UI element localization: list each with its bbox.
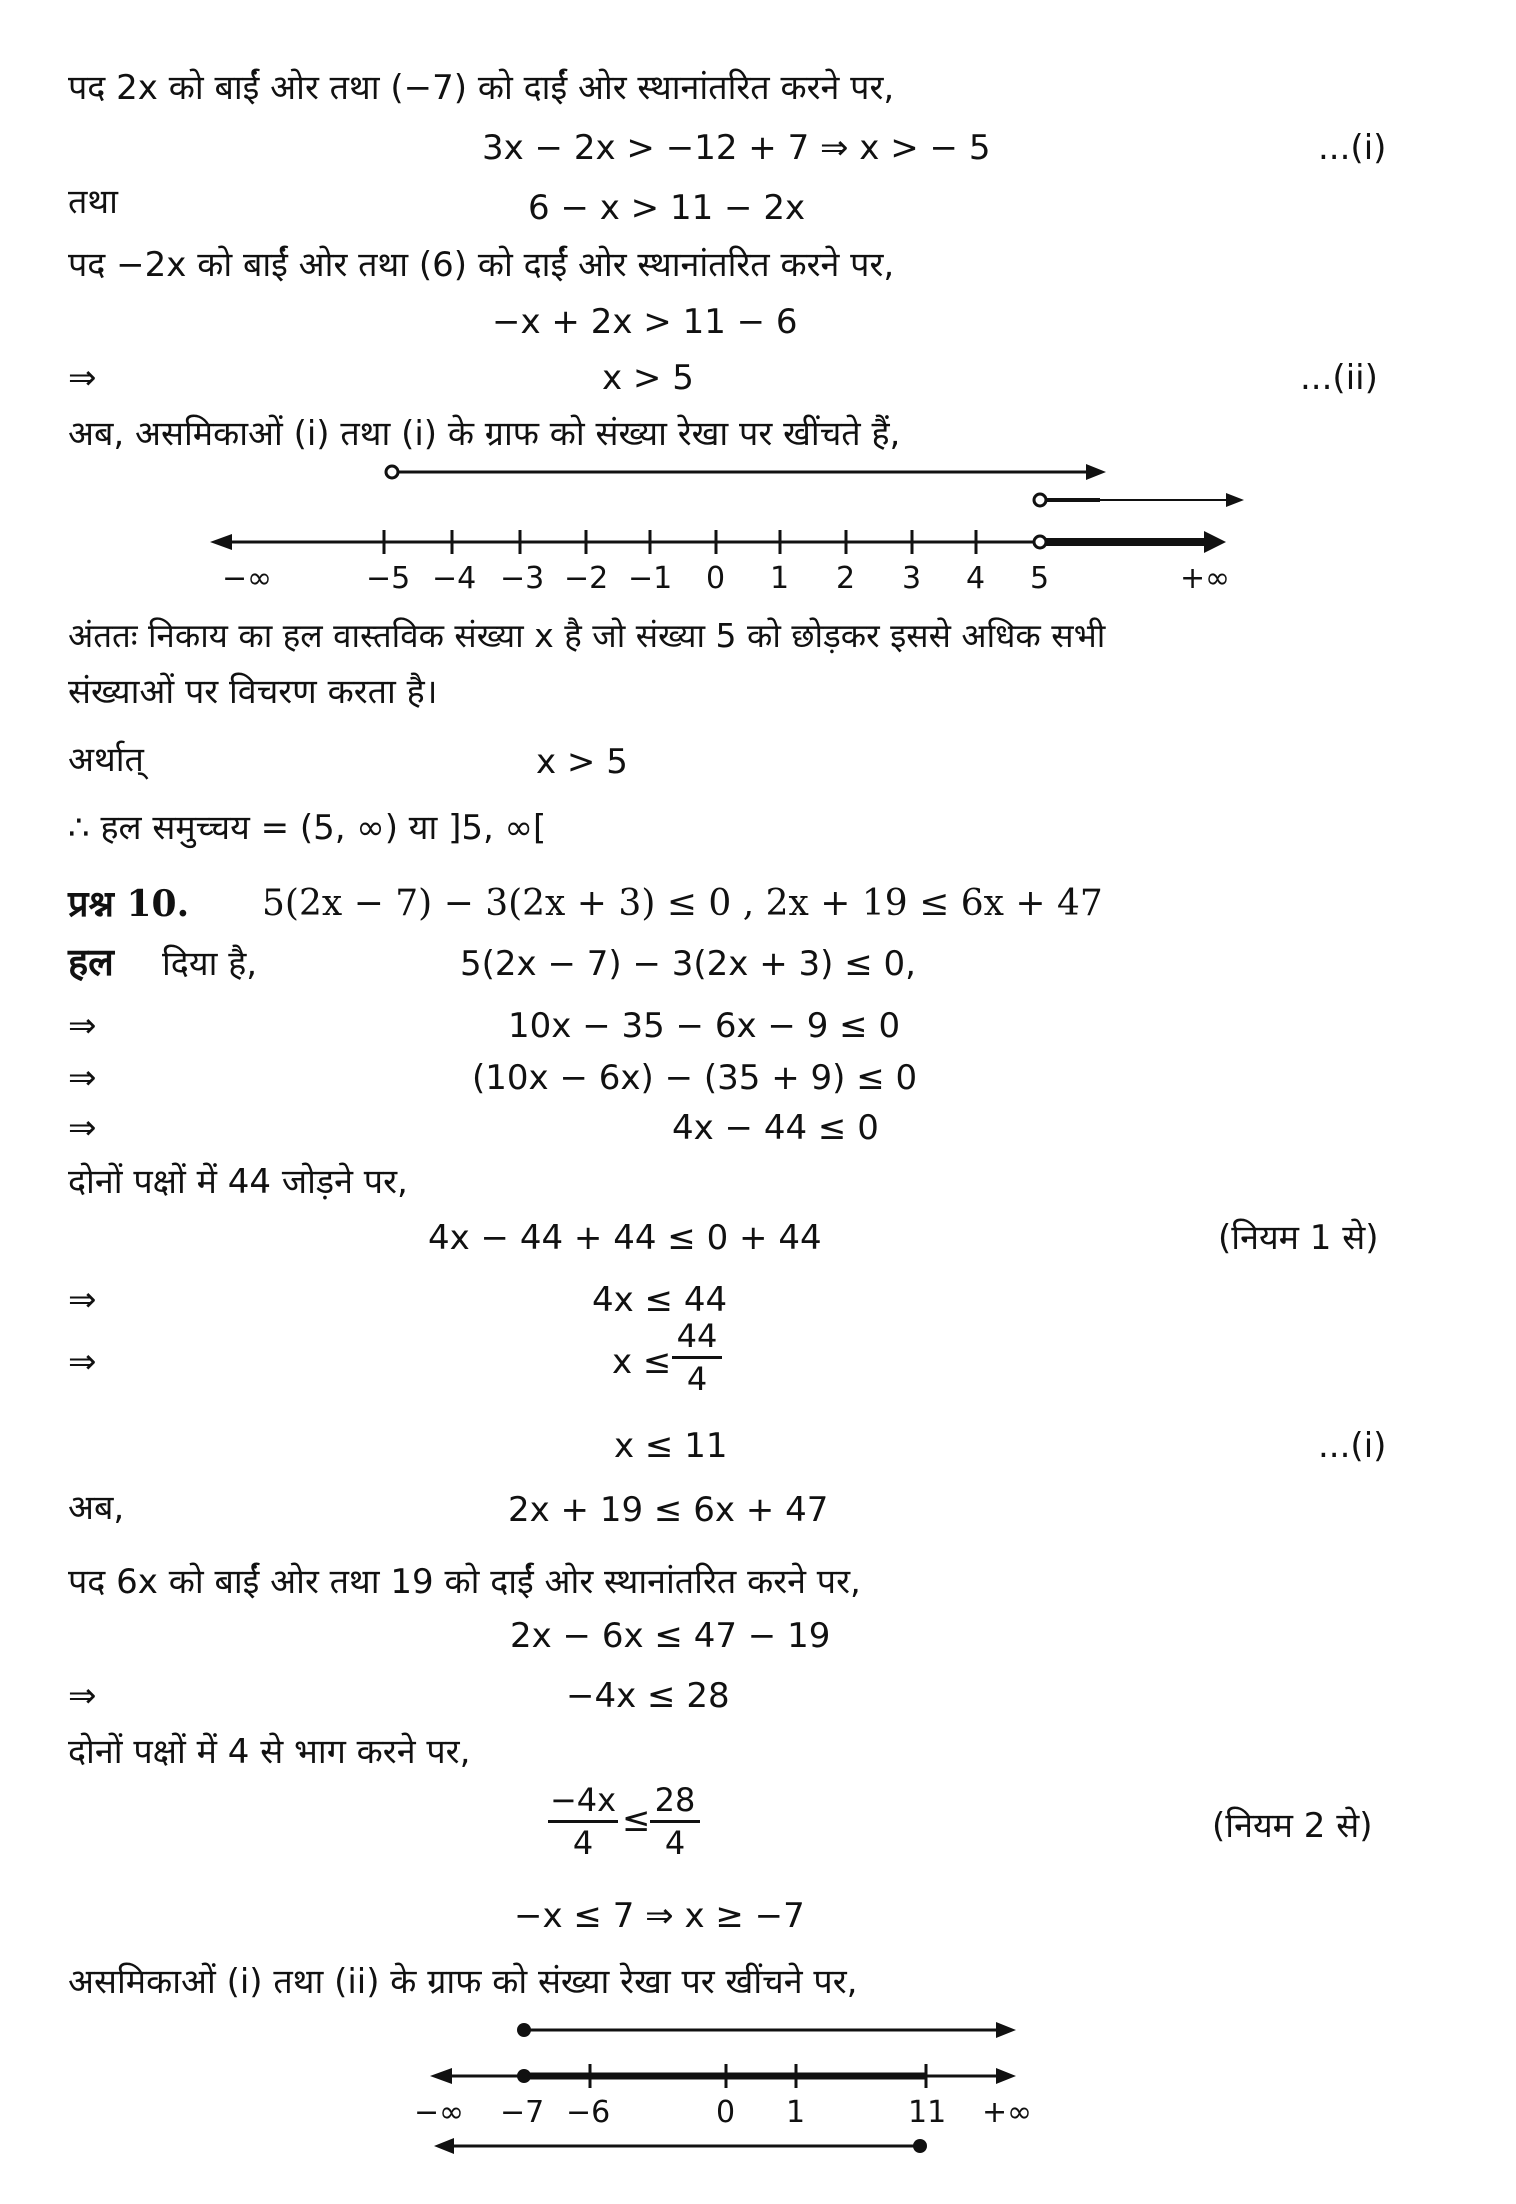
question-text: 5(2x − 7) − 3(2x + 3) ≤ 0 , 2x + 19 ≤ 6x + 47 (262, 883, 1103, 924)
text-line: संख्याओं पर विचरण करता है। (68, 672, 438, 712)
text-line: दोनों पक्षों में 44 जोड़ने पर, (68, 1162, 408, 1202)
ray-x-ge-minus7 (517, 2022, 1016, 2038)
text-line: तथा (68, 182, 118, 222)
text-line: पद 6x को बाईं ओर तथा 19 को दाईं ओर स्थानांतरित करने पर, (68, 1562, 861, 1602)
axis-1 (210, 530, 1226, 554)
implies-symbol: ⇒ (68, 1342, 97, 1382)
fraction-denominator: 4 (664, 1824, 686, 1862)
implies-symbol: ⇒ (68, 1280, 97, 1320)
fraction-bar (548, 1820, 618, 1823)
fraction-bar (672, 1356, 722, 1359)
tick-label: −1 (628, 561, 673, 596)
fraction-numerator: −4x (549, 1781, 617, 1819)
fraction-denominator: 4 (686, 1360, 708, 1398)
equation: x > 5 (602, 358, 694, 398)
tick-label: −2 (564, 561, 609, 596)
text-line: अंततः निकाय का हल वास्तविक संख्या x है जो संख्या 5 को छोड़कर इससे अधिक सभी (68, 616, 1106, 655)
equation: x > 5 (536, 742, 628, 782)
tick-label: −7 (500, 2095, 545, 2130)
equation: 10x − 35 − 6x − 9 ≤ 0 (508, 1006, 901, 1046)
tick-label: 5 (1030, 561, 1050, 596)
equation: 4x − 44 + 44 ≤ 0 + 44 (428, 1218, 822, 1258)
tick-label: −5 (366, 561, 411, 596)
equation: 6 − x > 11 − 2x (528, 188, 806, 228)
equation-ref: ...(i) (1318, 1426, 1387, 1466)
tick-label: 4 (966, 561, 986, 596)
equation: 3x − 2x > −12 + 7 ⇒ x > − 5 (482, 128, 991, 168)
text-line: अब, असमिकाओं (i) तथा (i) के ग्राफ को संख्या रेखा पर खींचते हैं, (68, 414, 901, 454)
text-line: अब, (68, 1488, 125, 1528)
equation: 5(2x − 7) − 3(2x + 3) ≤ 0, (460, 944, 916, 984)
rule-ref: (नियम 1 से) (1218, 1218, 1379, 1258)
fraction-denominator: 4 (572, 1824, 594, 1862)
equation-ref: ...(i) (1318, 128, 1387, 168)
tick-label: −3 (500, 561, 545, 596)
text-line: अर्थात् (68, 740, 144, 780)
tick-label: −6 (566, 2095, 611, 2130)
implies-symbol: ⇒ (68, 1108, 97, 1148)
tick-label: −∞ (414, 2095, 465, 2130)
tick-label: 11 (908, 2095, 947, 2130)
text-line: पद −2x को बाईं ओर तथा (6) को दाईं ओर स्थानांतरित करने पर, (68, 245, 895, 285)
question-label: प्रश्न 10. (68, 883, 190, 925)
text-line: दिया है, (162, 944, 258, 984)
tick-label: 2 (836, 561, 856, 596)
fraction-numerator: 28 (654, 1781, 696, 1819)
tick-label: 1 (770, 561, 790, 596)
equation: 2x + 19 ≤ 6x + 47 (508, 1490, 829, 1530)
equation: −x ≤ 7 ⇒ x ≥ −7 (514, 1896, 805, 1936)
equation: −x + 2x > 11 − 6 (492, 302, 798, 342)
rule-ref: (नियम 2 से) (1212, 1806, 1373, 1846)
operator: ≤ (622, 1800, 651, 1840)
equation: 4x ≤ 44 (592, 1280, 728, 1320)
equation: −4x ≤ 28 (566, 1676, 730, 1716)
equation: 2x − 6x ≤ 47 − 19 (510, 1616, 831, 1656)
tick-label: +∞ (1180, 561, 1231, 596)
fraction-numerator: 44 (676, 1317, 718, 1355)
ray-x-gt-5 (1034, 493, 1244, 507)
text-line: असमिकाओं (i) तथा (ii) के ग्राफ को संख्या रेखा पर खींचने पर, (68, 1962, 858, 2002)
implies-symbol: ⇒ (68, 358, 97, 398)
tick-label: +∞ (982, 2095, 1033, 2130)
fraction (672, 1318, 722, 1397)
text-line: दोनों पक्षों में 4 से भाग करने पर, (68, 1732, 471, 1772)
fraction (548, 1782, 618, 1861)
text-line: पद 2x को बाईं ओर तथा (−7) को दाईं ओर स्थानांतरित करने पर, (68, 68, 895, 108)
ray-x-gt-minus5 (386, 464, 1106, 480)
implies-symbol: ⇒ (68, 1676, 97, 1716)
fraction-bar (650, 1820, 700, 1823)
equation: 4x − 44 ≤ 0 (672, 1108, 879, 1148)
fraction (650, 1782, 700, 1861)
text-line: ∴ हल समुच्चय = (5, ∞) या ]5, ∞[ (68, 808, 547, 848)
equation: (10x − 6x) − (35 + 9) ≤ 0 (472, 1058, 918, 1098)
solution-label: हल (68, 940, 114, 984)
tick-label: −4 (432, 561, 477, 596)
ray-x-le-11 (434, 2138, 927, 2154)
implies-symbol: ⇒ (68, 1006, 97, 1046)
tick-label: 3 (902, 561, 922, 596)
tick-label: 0 (706, 561, 726, 596)
axis-2 (430, 2064, 1016, 2088)
equation-ref: ...(ii) (1300, 358, 1378, 398)
equation: x ≤ 11 (614, 1426, 728, 1466)
equation: x ≤ (612, 1342, 672, 1382)
tick-label: −∞ (222, 561, 273, 596)
tick-label: 1 (786, 2095, 806, 2130)
tick-label: 0 (716, 2095, 736, 2130)
implies-symbol: ⇒ (68, 1058, 97, 1098)
